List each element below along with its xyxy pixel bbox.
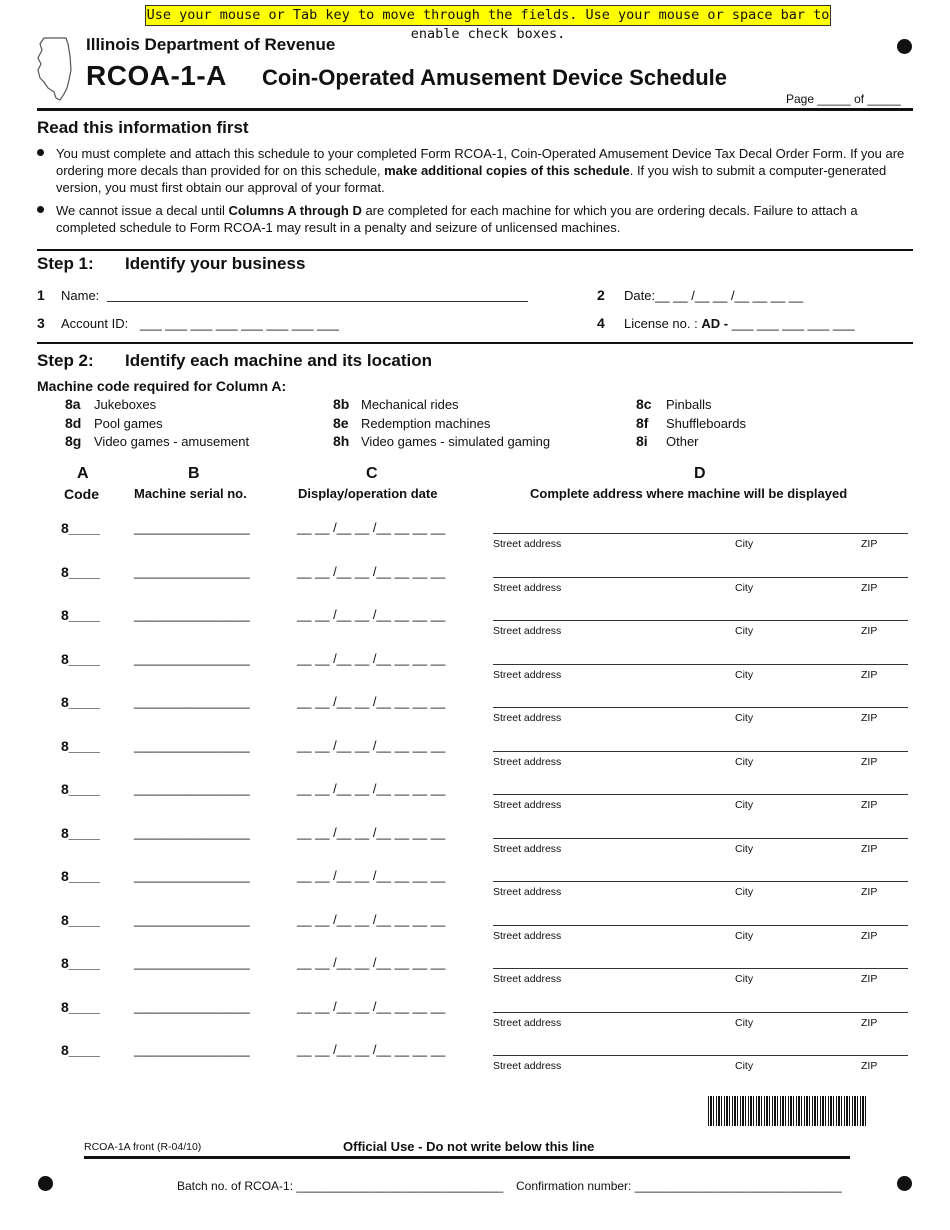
address-field[interactable] [493, 664, 908, 665]
column-b-label: Machine serial no. [134, 486, 247, 501]
registration-dot [38, 1176, 53, 1191]
display-date-field[interactable]: __ __ /__ __ /__ __ __ __ [297, 607, 446, 622]
machine-code: 8d [65, 415, 82, 431]
date-field[interactable] [624, 288, 803, 303]
account-label: Account ID: [61, 316, 129, 331]
license-field[interactable] [624, 316, 855, 331]
city-label: City [735, 1017, 754, 1029]
machine-serial-field[interactable]: ________________ [134, 651, 250, 666]
batch-blank: _______________________________ [296, 1179, 504, 1193]
zip-label: ZIP [861, 1060, 878, 1072]
confirmation-number-field [516, 1179, 842, 1193]
zip-label: ZIP [861, 669, 878, 681]
address-field[interactable] [493, 881, 908, 882]
license-blank: ___ ___ ___ ___ ___ [731, 316, 855, 331]
city-label: City [735, 538, 754, 550]
instruction-banner: Use your mouse or Tab key to move through the fields. Use your mouse or space bar to enable check boxes. [146, 7, 830, 42]
info-bullet-1-text-end: . If you wish to submit a computer-generated version, you must first obtain our approval of your format. [56, 163, 887, 195]
city-label: City [735, 712, 754, 724]
display-date-field[interactable]: __ __ /__ __ /__ __ __ __ [297, 955, 446, 970]
machine-code-label: Jukeboxes [94, 397, 157, 412]
zip-label: ZIP [861, 582, 878, 594]
machine-serial-field[interactable]: ________________ [134, 738, 250, 753]
street-address-label: Street address [493, 756, 562, 768]
street-address-label: Street address [493, 1017, 562, 1029]
machine-serial-field[interactable]: ________________ [134, 825, 250, 840]
machine-code-field[interactable]: 8____ [61, 738, 100, 754]
street-address-label: Street address [493, 930, 562, 942]
city-label: City [735, 930, 754, 942]
address-field[interactable] [493, 751, 908, 752]
display-date-field[interactable]: __ __ /__ __ /__ __ __ __ [297, 520, 446, 535]
machine-serial-field[interactable]: ________________ [134, 781, 250, 796]
step1-title: Identify your business [125, 254, 306, 273]
address-field[interactable] [493, 968, 908, 969]
street-address-label: Street address [493, 799, 562, 811]
machine-code-label: Mechanical rides [361, 397, 459, 412]
machine-code-label: Shuffleboards [666, 416, 746, 431]
column-b-letter: B [188, 465, 200, 482]
city-label: City [735, 582, 754, 594]
column-c-label: Display/operation date [298, 486, 438, 501]
display-date-field[interactable]: __ __ /__ __ /__ __ __ __ [297, 868, 446, 883]
city-label: City [735, 973, 754, 985]
machine-code-label: Pool games [94, 416, 163, 431]
machine-code-field[interactable]: 8____ [61, 955, 100, 971]
machine-code-field[interactable]: 8____ [61, 912, 100, 928]
machine-code-field[interactable]: 8____ [61, 781, 100, 797]
address-field[interactable] [493, 620, 908, 621]
machine-code: 8g [65, 433, 82, 449]
machine-serial-field[interactable]: ________________ [134, 999, 250, 1014]
street-address-label: Street address [493, 1060, 562, 1072]
zip-label: ZIP [861, 973, 878, 985]
barcode [708, 1096, 866, 1126]
display-date-field[interactable]: __ __ /__ __ /__ __ __ __ [297, 694, 446, 709]
city-label: City [735, 843, 754, 855]
step2-title: Identify each machine and its location [125, 351, 433, 370]
machine-code-field[interactable]: 8____ [61, 694, 100, 710]
machine-code-label: Pinballs [666, 397, 712, 412]
column-d-label: Complete address where machine will be displayed [530, 486, 848, 501]
machine-code-label: Other [666, 434, 699, 449]
illinois-state-icon [34, 36, 76, 102]
address-field[interactable] [493, 707, 908, 708]
address-field[interactable] [493, 533, 908, 534]
batch-label: Batch no. of RCOA-1: [177, 1179, 294, 1193]
city-label: City [735, 669, 754, 681]
column-a-letter: A [77, 465, 89, 482]
info-bullet-1-text: You must complete and attach this schedule to your completed Form RCOA-1, Coin-Operated Amusement Device Tax Decal Order Form. If you are ordering more decals than provided for on this schedule, [56, 146, 905, 178]
address-field[interactable] [493, 577, 908, 578]
machine-code-field[interactable]: 8____ [61, 825, 100, 841]
street-address-label: Street address [493, 973, 562, 985]
field-number: 4 [597, 315, 605, 331]
column-c-letter: C [366, 465, 378, 482]
confirmation-label: Confirmation number: [516, 1179, 632, 1193]
display-date-field[interactable]: __ __ /__ __ /__ __ __ __ [297, 738, 446, 753]
machine-serial-field[interactable]: ________________ [134, 955, 250, 970]
agency-name: Illinois Department of Revenue [86, 35, 336, 54]
machine-code: 8h [333, 433, 350, 449]
street-address-label: Street address [493, 625, 562, 637]
machine-code: 8b [333, 396, 350, 412]
zip-label: ZIP [861, 1017, 878, 1029]
machine-code: 8f [636, 415, 649, 431]
info-bullet-2-text: We cannot issue a decal until [56, 203, 229, 218]
field-number: 1 [37, 287, 45, 303]
street-address-label: Street address [493, 712, 562, 724]
info-bullet-2-text-end: are completed for each machine for which you are ordering decals. Failure to attach a completed schedule to Form RCOA-1 may result in a penalty and seizure of unlicensed machines. [56, 203, 858, 235]
license-prefix: AD - [701, 316, 729, 331]
machine-serial-field[interactable]: ________________ [134, 564, 250, 579]
official-use-rule [84, 1156, 850, 1159]
info-bullet-1-bold: make additional copies of this schedule [384, 163, 630, 178]
display-date-field[interactable]: __ __ /__ __ /__ __ __ __ [297, 912, 446, 927]
form-title: Coin-Operated Amusement Device Schedule [262, 65, 727, 90]
section-rule [37, 249, 913, 251]
machine-code-field[interactable]: 8____ [61, 564, 100, 580]
date-label: Date: [624, 288, 656, 303]
machine-serial-field[interactable]: ________________ [134, 694, 250, 709]
address-field[interactable] [493, 838, 908, 839]
field-number: 3 [37, 315, 45, 331]
license-label: License no. : [624, 316, 698, 331]
machine-code-field[interactable]: 8____ [61, 520, 100, 536]
step2-label: Step 2: [37, 351, 94, 370]
official-use-label: Official Use - Do not write below this line [343, 1139, 595, 1154]
address-field[interactable] [493, 1012, 908, 1013]
batch-number-field [177, 1179, 503, 1193]
column-a-label: Code [64, 486, 99, 502]
registration-dot [897, 1176, 912, 1191]
zip-label: ZIP [861, 930, 878, 942]
step1-label: Step 1: [37, 254, 94, 273]
machine-code: 8c [636, 396, 652, 412]
zip-label: ZIP [861, 886, 878, 898]
form-revision: RCOA-1A front (R-04/10) [84, 1141, 202, 1153]
header-rule [37, 108, 913, 111]
city-label: City [735, 886, 754, 898]
machine-serial-field[interactable]: ________________ [134, 520, 250, 535]
registration-dot [897, 39, 912, 54]
street-address-label: Street address [493, 669, 562, 681]
machine-serial-field[interactable]: ________________ [134, 912, 250, 927]
display-date-field[interactable]: __ __ /__ __ /__ __ __ __ [297, 1042, 446, 1057]
address-field[interactable] [493, 794, 908, 795]
machine-code-field[interactable]: 8____ [61, 999, 100, 1015]
machine-code-field[interactable]: 8____ [61, 607, 100, 623]
confirmation-blank: _______________________________ [634, 1179, 842, 1193]
section-rule [37, 342, 913, 344]
display-date-field[interactable]: __ __ /__ __ /__ __ __ __ [297, 781, 446, 796]
street-address-label: Street address [493, 843, 562, 855]
info-bullet-1 [56, 145, 908, 196]
machine-serial-field[interactable]: ________________ [134, 607, 250, 622]
column-d-letter: D [694, 465, 706, 482]
address-field[interactable] [493, 925, 908, 926]
zip-label: ZIP [861, 538, 878, 550]
account-id-field[interactable]: ___ ___ ___ ___ ___ ___ ___ ___ [140, 316, 339, 331]
bullet-icon [37, 149, 44, 156]
machine-code-field[interactable]: 8____ [61, 1042, 100, 1058]
machine-code-label: Video games - amusement [94, 434, 250, 449]
street-address-label: Street address [493, 582, 562, 594]
field-number: 2 [597, 287, 605, 303]
bullet-icon [37, 206, 44, 213]
info-heading: Read this information first [37, 118, 249, 137]
city-label: City [735, 625, 754, 637]
zip-label: ZIP [861, 843, 878, 855]
zip-label: ZIP [861, 712, 878, 724]
date-blank: __ __ /__ __ /__ __ __ __ [655, 288, 804, 303]
machine-code: 8e [333, 415, 349, 431]
zip-label: ZIP [861, 799, 878, 811]
info-bullet-2-bold: Columns A through D [228, 203, 362, 218]
machine-codes-heading: Machine code required for Column A: [37, 378, 287, 394]
display-date-field[interactable]: __ __ /__ __ /__ __ __ __ [297, 564, 446, 579]
machine-serial-field[interactable]: ________________ [134, 1042, 250, 1057]
machine-code-label: Video games - simulated gaming [361, 434, 551, 449]
machine-code-field[interactable]: 8____ [61, 868, 100, 884]
name-label: Name: [61, 288, 100, 303]
machine-code-label: Redemption machines [361, 416, 491, 431]
display-date-field[interactable]: __ __ /__ __ /__ __ __ __ [297, 825, 446, 840]
display-date-field[interactable]: __ __ /__ __ /__ __ __ __ [297, 999, 446, 1014]
machine-code-field[interactable]: 8____ [61, 651, 100, 667]
info-bullet-2 [56, 202, 908, 236]
address-field[interactable] [493, 1055, 908, 1056]
form-number: RCOA-1-A [86, 60, 227, 91]
street-address-label: Street address [493, 886, 562, 898]
zip-label: ZIP [861, 625, 878, 637]
city-label: City [735, 756, 754, 768]
page-of-field[interactable]: Page _____ of _____ [786, 92, 901, 106]
zip-label: ZIP [861, 756, 878, 768]
street-address-label: Street address [493, 538, 562, 550]
machine-code: 8i [636, 433, 648, 449]
machine-serial-field[interactable]: ________________ [134, 868, 250, 883]
name-field[interactable] [107, 288, 528, 302]
city-label: City [735, 1060, 754, 1072]
machine-code: 8a [65, 396, 81, 412]
display-date-field[interactable]: __ __ /__ __ /__ __ __ __ [297, 651, 446, 666]
city-label: City [735, 799, 754, 811]
